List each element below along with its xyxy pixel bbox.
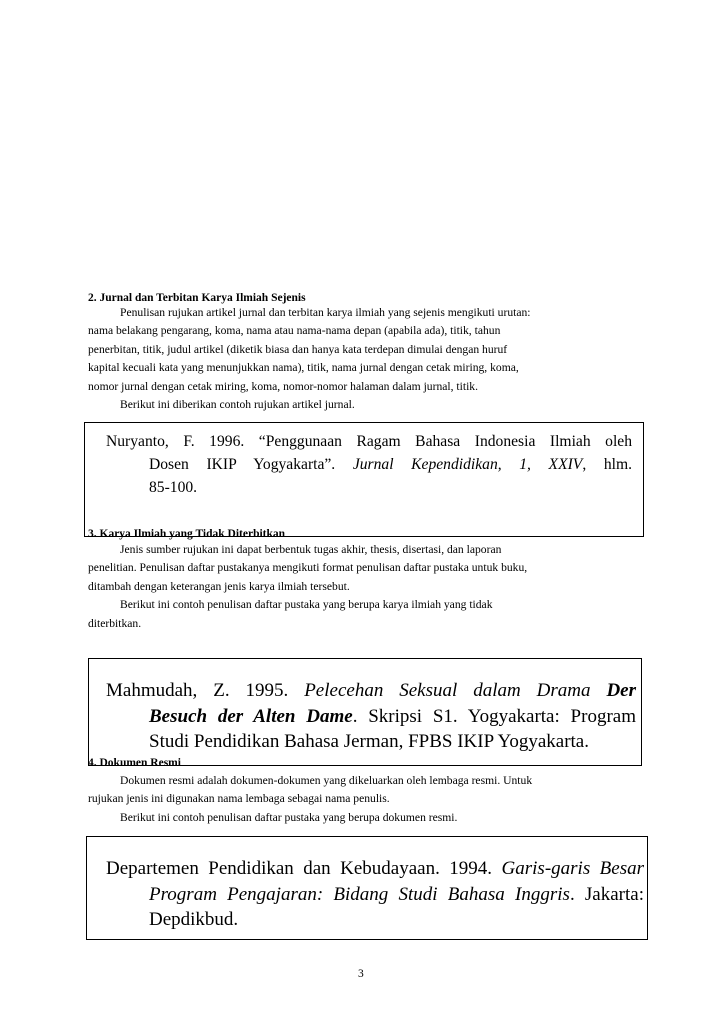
section-body-dokumen-resmi bbox=[88, 772, 532, 827]
reference-line: Nuryanto, F. 1996. “Penggunaan Ragam Bahasa Indonesia Ilmiah oleh bbox=[106, 433, 632, 450]
work-title-emphasis: Der bbox=[606, 680, 636, 701]
body-line: penerbitan, titik, judul artikel (diketik biasa dan hanya kata terdepan dimulai dengan huruf bbox=[88, 342, 508, 356]
reference-example-dokumen-resmi bbox=[106, 856, 644, 933]
section-body-karya-ilmiah bbox=[88, 541, 527, 633]
section-heading-text: 3. Karya Ilmiah yang Tidak Diterbitkan bbox=[88, 528, 286, 540]
body-line: kapital kecuali kata yang menunjukkan nama), titik, nama jurnal dengan cetak miring, koma, bbox=[88, 361, 519, 375]
section-body-jurnal bbox=[88, 304, 531, 414]
body-line: Berikut ini diberikan contoh rujukan artikel jurnal. bbox=[120, 398, 355, 412]
body-line: Jenis sumber rujukan ini dapat berbentuk tugas akhir, thesis, disertasi, dan laporan bbox=[120, 543, 502, 556]
body-line: Berikut ini contoh penulisan daftar pustaka yang berupa karya ilmiah yang tidak bbox=[120, 598, 493, 612]
reference-text: , hlm. bbox=[582, 456, 632, 473]
section-heading-jurnal: 2. Jurnal dan Terbitan Karya Ilmiah Sejenis bbox=[88, 292, 306, 304]
reference-text: Dosen IKIP Yogyakarta”. bbox=[149, 456, 353, 473]
reference-line bbox=[106, 882, 644, 908]
reference-line bbox=[106, 453, 632, 476]
reference-text: Mahmudah, Z. 1995. bbox=[106, 680, 305, 701]
body-line: ditambah dengan keterangan jenis karya ilmiah tersebut. bbox=[88, 579, 350, 593]
reference-text: . Jakarta: bbox=[569, 883, 644, 905]
reference-line: Studi Pendidikan Bahasa Jerman, FPBS IKIP Yogyakarta. bbox=[149, 731, 589, 752]
document-title: Garis-garis Besar bbox=[501, 858, 645, 879]
reference-example-karya-ilmiah bbox=[106, 678, 636, 755]
reference-line: 85-100. bbox=[149, 479, 198, 496]
reference-line bbox=[106, 678, 636, 704]
body-line: Dokumen resmi adalah dokumen-dokumen yang dikeluarkan oleh lembaga resmi. Untuk bbox=[120, 774, 533, 787]
reference-line bbox=[106, 856, 644, 882]
work-title: Pelecehan Seksual dalam Drama bbox=[304, 680, 607, 701]
body-line: nomor jurnal dengan cetak miring, koma, nomor-nomor halaman dalam jurnal, titik. bbox=[88, 379, 478, 393]
body-line: penelitian. Penulisan daftar pustakanya mengikuti format penulisan daftar pustaka untuk buku, bbox=[88, 561, 528, 575]
reference-example-jurnal bbox=[106, 430, 632, 499]
work-title-emphasis: Besuch der Alten Dame bbox=[149, 705, 353, 727]
reference-line bbox=[106, 704, 636, 730]
document-title: Program Pengajaran: Bidang Studi Bahasa Inggris bbox=[149, 883, 570, 905]
reference-text: . Skripsi S1. Yogyakarta: Program bbox=[352, 705, 636, 727]
reference-text: Departemen Pendidikan dan Kebudayaan. 1994. bbox=[106, 858, 502, 879]
body-line: Berikut ini contoh penulisan daftar pustaka yang berupa dokumen resmi. bbox=[120, 810, 458, 824]
body-line: diterbitkan. bbox=[88, 616, 142, 630]
journal-title: Jurnal Kependidikan, 1, XXIV bbox=[352, 456, 583, 473]
body-line: Penulisan rujukan artikel jurnal dan terbitan karya ilmiah yang sejenis mengikuti urutan: bbox=[120, 306, 531, 319]
body-line: nama belakang pengarang, koma, nama atau nama-nama depan (apabila ada), titik, tahun bbox=[88, 324, 501, 338]
body-line: rujukan jenis ini digunakan nama lembaga sebagai nama penulis. bbox=[88, 792, 390, 806]
section-heading-text: 4. Dokumen Resmi bbox=[88, 757, 181, 769]
page-number: 3 bbox=[358, 968, 364, 980]
reference-line: Depdikbud. bbox=[149, 909, 239, 930]
